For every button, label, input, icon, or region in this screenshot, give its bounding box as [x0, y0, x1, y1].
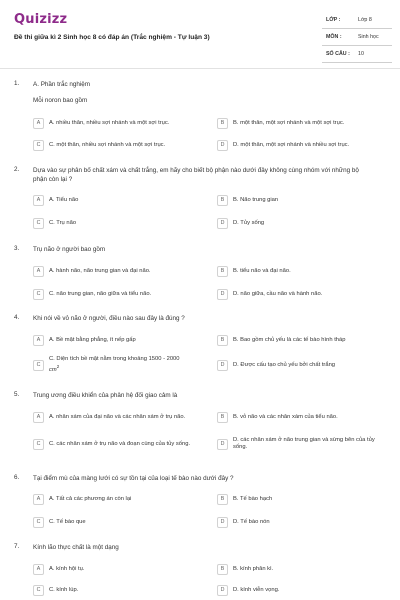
- option-text: A. kính hội tụ.: [49, 565, 85, 572]
- option-text: C. Tế bào que: [49, 518, 86, 525]
- option-a[interactable]: [33, 562, 208, 576]
- option-a[interactable]: [33, 193, 208, 207]
- option-letter: D: [217, 140, 228, 151]
- option-a[interactable]: [33, 116, 208, 130]
- option-c[interactable]: [33, 138, 208, 152]
- question-number: 6.: [14, 474, 20, 481]
- option-d[interactable]: [217, 515, 387, 529]
- option-text-main: C. Diện tích bề mặt nằm trong khoảng 1500 - 2000: [49, 356, 180, 363]
- option-letter: A: [33, 195, 44, 206]
- option-text: A. Tiểu não: [49, 196, 79, 203]
- question-text: Khi nói về vỏ não ở người, điều nào sau đây là đúng ?: [33, 315, 185, 322]
- meta-row-grade: [322, 12, 392, 29]
- meta-value: Sinh học: [358, 34, 379, 40]
- option-d[interactable]: [217, 216, 387, 230]
- question-text: Trụ não ở người bao gồm: [33, 246, 106, 253]
- option-letter: B: [217, 335, 228, 346]
- option-text: B. Tế bào hạch: [233, 495, 273, 502]
- option-letter: B: [217, 118, 228, 129]
- option-a[interactable]: [33, 333, 208, 347]
- option-d[interactable]: [217, 138, 387, 152]
- option-letter: A: [33, 266, 44, 277]
- option-b[interactable]: [217, 406, 387, 428]
- meta-row-question-count: [322, 46, 392, 63]
- option-letter: A: [33, 564, 44, 575]
- option-text: A. nhiều thân, nhiều sợi nhánh và một sợi trục.: [49, 119, 170, 126]
- option-text: B. một thân, một sợi nhánh và một sợi trục.: [233, 119, 345, 126]
- option-b[interactable]: [217, 264, 387, 278]
- option-text: B. Bao gồm chủ yếu là các tế bào hình tháp: [233, 336, 346, 343]
- option-letter: B: [217, 266, 228, 277]
- question-text: Dựa vào sự phân bố chất xám và chất trắng, em hãy cho biết bộ phận nào dưới đây không cùng nhóm với những bộ phận còn lại ?: [33, 167, 359, 183]
- option-text: D. Được cấu tạo chủ yếu bởi chất trắng: [233, 361, 336, 368]
- option-letter: B: [217, 564, 228, 575]
- worksheet-header: [0, 0, 400, 68]
- meta-value: Lớp 8: [358, 17, 372, 23]
- option-letter: A: [33, 494, 44, 505]
- option-letter: B: [217, 494, 228, 505]
- unit-text: cm: [49, 366, 57, 373]
- option-text: D. một thân, một sợi nhánh và nhiều sợi trục.: [233, 141, 350, 148]
- option-text: C. Trụ não: [49, 219, 77, 226]
- unit-superscript: 2: [56, 364, 60, 370]
- question-number: 7.: [14, 543, 20, 550]
- option-c[interactable]: [33, 515, 208, 529]
- meta-key: LỚP :: [326, 17, 341, 23]
- worksheet-title: Đề thi giữa kì 2 Sinh học 8 có đáp án (Trắc nghiệm - Tự luận 3): [14, 34, 210, 41]
- question-number: 1.: [14, 80, 20, 87]
- option-letter: D: [217, 585, 228, 596]
- option-c[interactable]: [33, 433, 208, 455]
- option-letter: C: [33, 439, 44, 450]
- option-letter: C: [33, 585, 44, 596]
- option-a[interactable]: [33, 406, 208, 428]
- question-number: 2.: [14, 166, 20, 173]
- option-text: B. vỏ não và các nhân xám của tiểu não.: [233, 413, 338, 420]
- option-letter: B: [217, 412, 228, 423]
- option-text: D. kính viễn vọng.: [233, 586, 280, 593]
- question-number: 5.: [14, 391, 20, 398]
- option-text: C. các nhân xám ở trụ não và đoạn cùng của tủy sống.: [49, 440, 191, 447]
- option-text: A. nhân xám của đại não và các nhân xám ở trụ não.: [49, 413, 186, 420]
- option-text: A. Bề mặt bằng phẳng, ít nếp gấp: [49, 336, 136, 343]
- option-b[interactable]: [217, 562, 387, 576]
- question-text: Kính lão thực chất là một dạng: [33, 544, 119, 551]
- meta-table: [322, 12, 392, 63]
- option-b[interactable]: [217, 492, 387, 506]
- meta-key: MÔN :: [326, 34, 342, 40]
- option-letter: A: [33, 335, 44, 346]
- option-letter: D: [217, 517, 228, 528]
- option-a[interactable]: [33, 264, 208, 278]
- option-text: A. Tất cả các phương án còn lại: [49, 495, 132, 502]
- option-letter: D: [217, 289, 228, 300]
- quizizz-logo: Quizizz: [14, 12, 68, 27]
- option-letter: C: [33, 289, 44, 300]
- question-number: 3.: [14, 245, 20, 252]
- option-a[interactable]: [33, 492, 208, 506]
- option-c[interactable]: [33, 287, 208, 301]
- option-text: [49, 356, 180, 374]
- option-letter: A: [33, 118, 44, 129]
- option-d[interactable]: [217, 287, 387, 301]
- option-d[interactable]: [217, 583, 387, 597]
- question-number: 4.: [14, 314, 20, 321]
- meta-value: 10: [358, 51, 364, 57]
- option-b[interactable]: [217, 333, 387, 347]
- option-text: B. tiểu não và đại não.: [233, 267, 291, 274]
- header-divider: [0, 68, 400, 69]
- option-c[interactable]: [33, 583, 208, 597]
- option-text: C. kính lúp.: [49, 586, 79, 593]
- question-subtext: Mỗi noron bao gồm: [33, 97, 88, 104]
- option-c[interactable]: [33, 216, 208, 230]
- meta-row-subject: [322, 29, 392, 46]
- option-d[interactable]: [217, 354, 387, 376]
- option-text: D. não giữa, cầu não và hành não.: [233, 290, 323, 297]
- option-text: B. Não trung gian: [233, 196, 279, 203]
- option-text: C. não trung gian, não giữa và tiểu não.: [49, 290, 152, 297]
- option-d[interactable]: [217, 433, 387, 455]
- question-text: Trung ương điều khiển của phân hệ đối giao cảm là: [33, 392, 178, 399]
- meta-key: SỐ CÂU :: [326, 51, 350, 57]
- option-letter: B: [217, 195, 228, 206]
- option-text: A. hành não, não trung gian và đại não.: [49, 267, 151, 274]
- option-letter: D: [217, 439, 228, 450]
- option-c[interactable]: [33, 354, 208, 376]
- question-text: Tại điểm mù của màng lưới có sự tồn tại của loại tế bào nào dưới đây ?: [33, 475, 234, 482]
- option-text: B. kính phân kì.: [233, 565, 274, 572]
- option-text: D. Tủy sống: [233, 219, 265, 226]
- option-text: C. một thân, nhiều sợi nhánh và một sợi trục.: [49, 141, 166, 148]
- option-letter: C: [33, 360, 44, 371]
- option-b[interactable]: [217, 116, 387, 130]
- option-text: D. Tế bào nón: [233, 518, 270, 525]
- option-letter: D: [217, 218, 228, 229]
- option-text: D. các nhân xám ở não trung gian và sừng bên của tủy sống.: [233, 437, 375, 450]
- option-letter: C: [33, 140, 44, 151]
- option-letter: D: [217, 360, 228, 371]
- option-letter: C: [33, 218, 44, 229]
- option-letter: C: [33, 517, 44, 528]
- option-b[interactable]: [217, 193, 387, 207]
- question-text: A. Phần trắc nghiệm: [33, 81, 91, 88]
- option-letter: A: [33, 412, 44, 423]
